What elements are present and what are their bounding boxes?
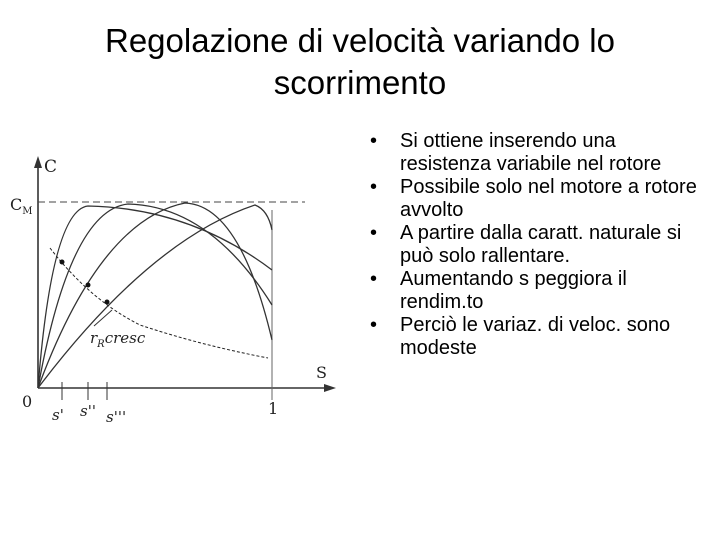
y-axis-arrow	[34, 156, 42, 168]
tick-label-s3: s'''	[106, 408, 127, 426]
bullet-item: • Aumentando s peggiora il rendim.to	[366, 268, 711, 314]
bullet-item: • Possibile solo nel motore a rotore avvolto	[366, 176, 711, 222]
slide-title	[0, 20, 720, 104]
one-label: 1	[268, 399, 279, 418]
operating-point-3	[105, 300, 110, 305]
cm-label: $C_M$	[10, 195, 33, 217]
curve-3	[38, 203, 272, 388]
x-axis-label: S	[316, 363, 327, 382]
curve-2	[38, 204, 272, 388]
tick-label-s2: s''	[80, 402, 96, 420]
natural-curve	[38, 206, 272, 388]
load-curve	[50, 248, 268, 358]
bullet-item: • Perciò le variaz. di veloc. sono modeste	[366, 314, 711, 360]
curve-4	[38, 205, 272, 388]
bullet-item: • Si ottiene inserendo una resistenza variabile nel rotore	[366, 130, 711, 176]
y-axis-label: C	[44, 157, 58, 177]
torque-slip-diagram	[0, 150, 360, 440]
resistance-curve-label: $r_Rcresc$	[90, 329, 146, 350]
tick-label-s1: s'	[52, 406, 64, 424]
bullet-item: • A partire dalla caratt. naturale si può solo rallentare.	[366, 222, 711, 268]
bullet-list	[366, 130, 711, 360]
title-line-2: scorrimento	[273, 64, 447, 101]
title-line-1: Regolazione di velocità variando lo	[105, 22, 615, 59]
x-axis-arrow	[324, 384, 336, 392]
operating-point-2	[86, 283, 91, 288]
operating-point-1	[60, 260, 65, 265]
origin-label: 0	[22, 392, 33, 411]
